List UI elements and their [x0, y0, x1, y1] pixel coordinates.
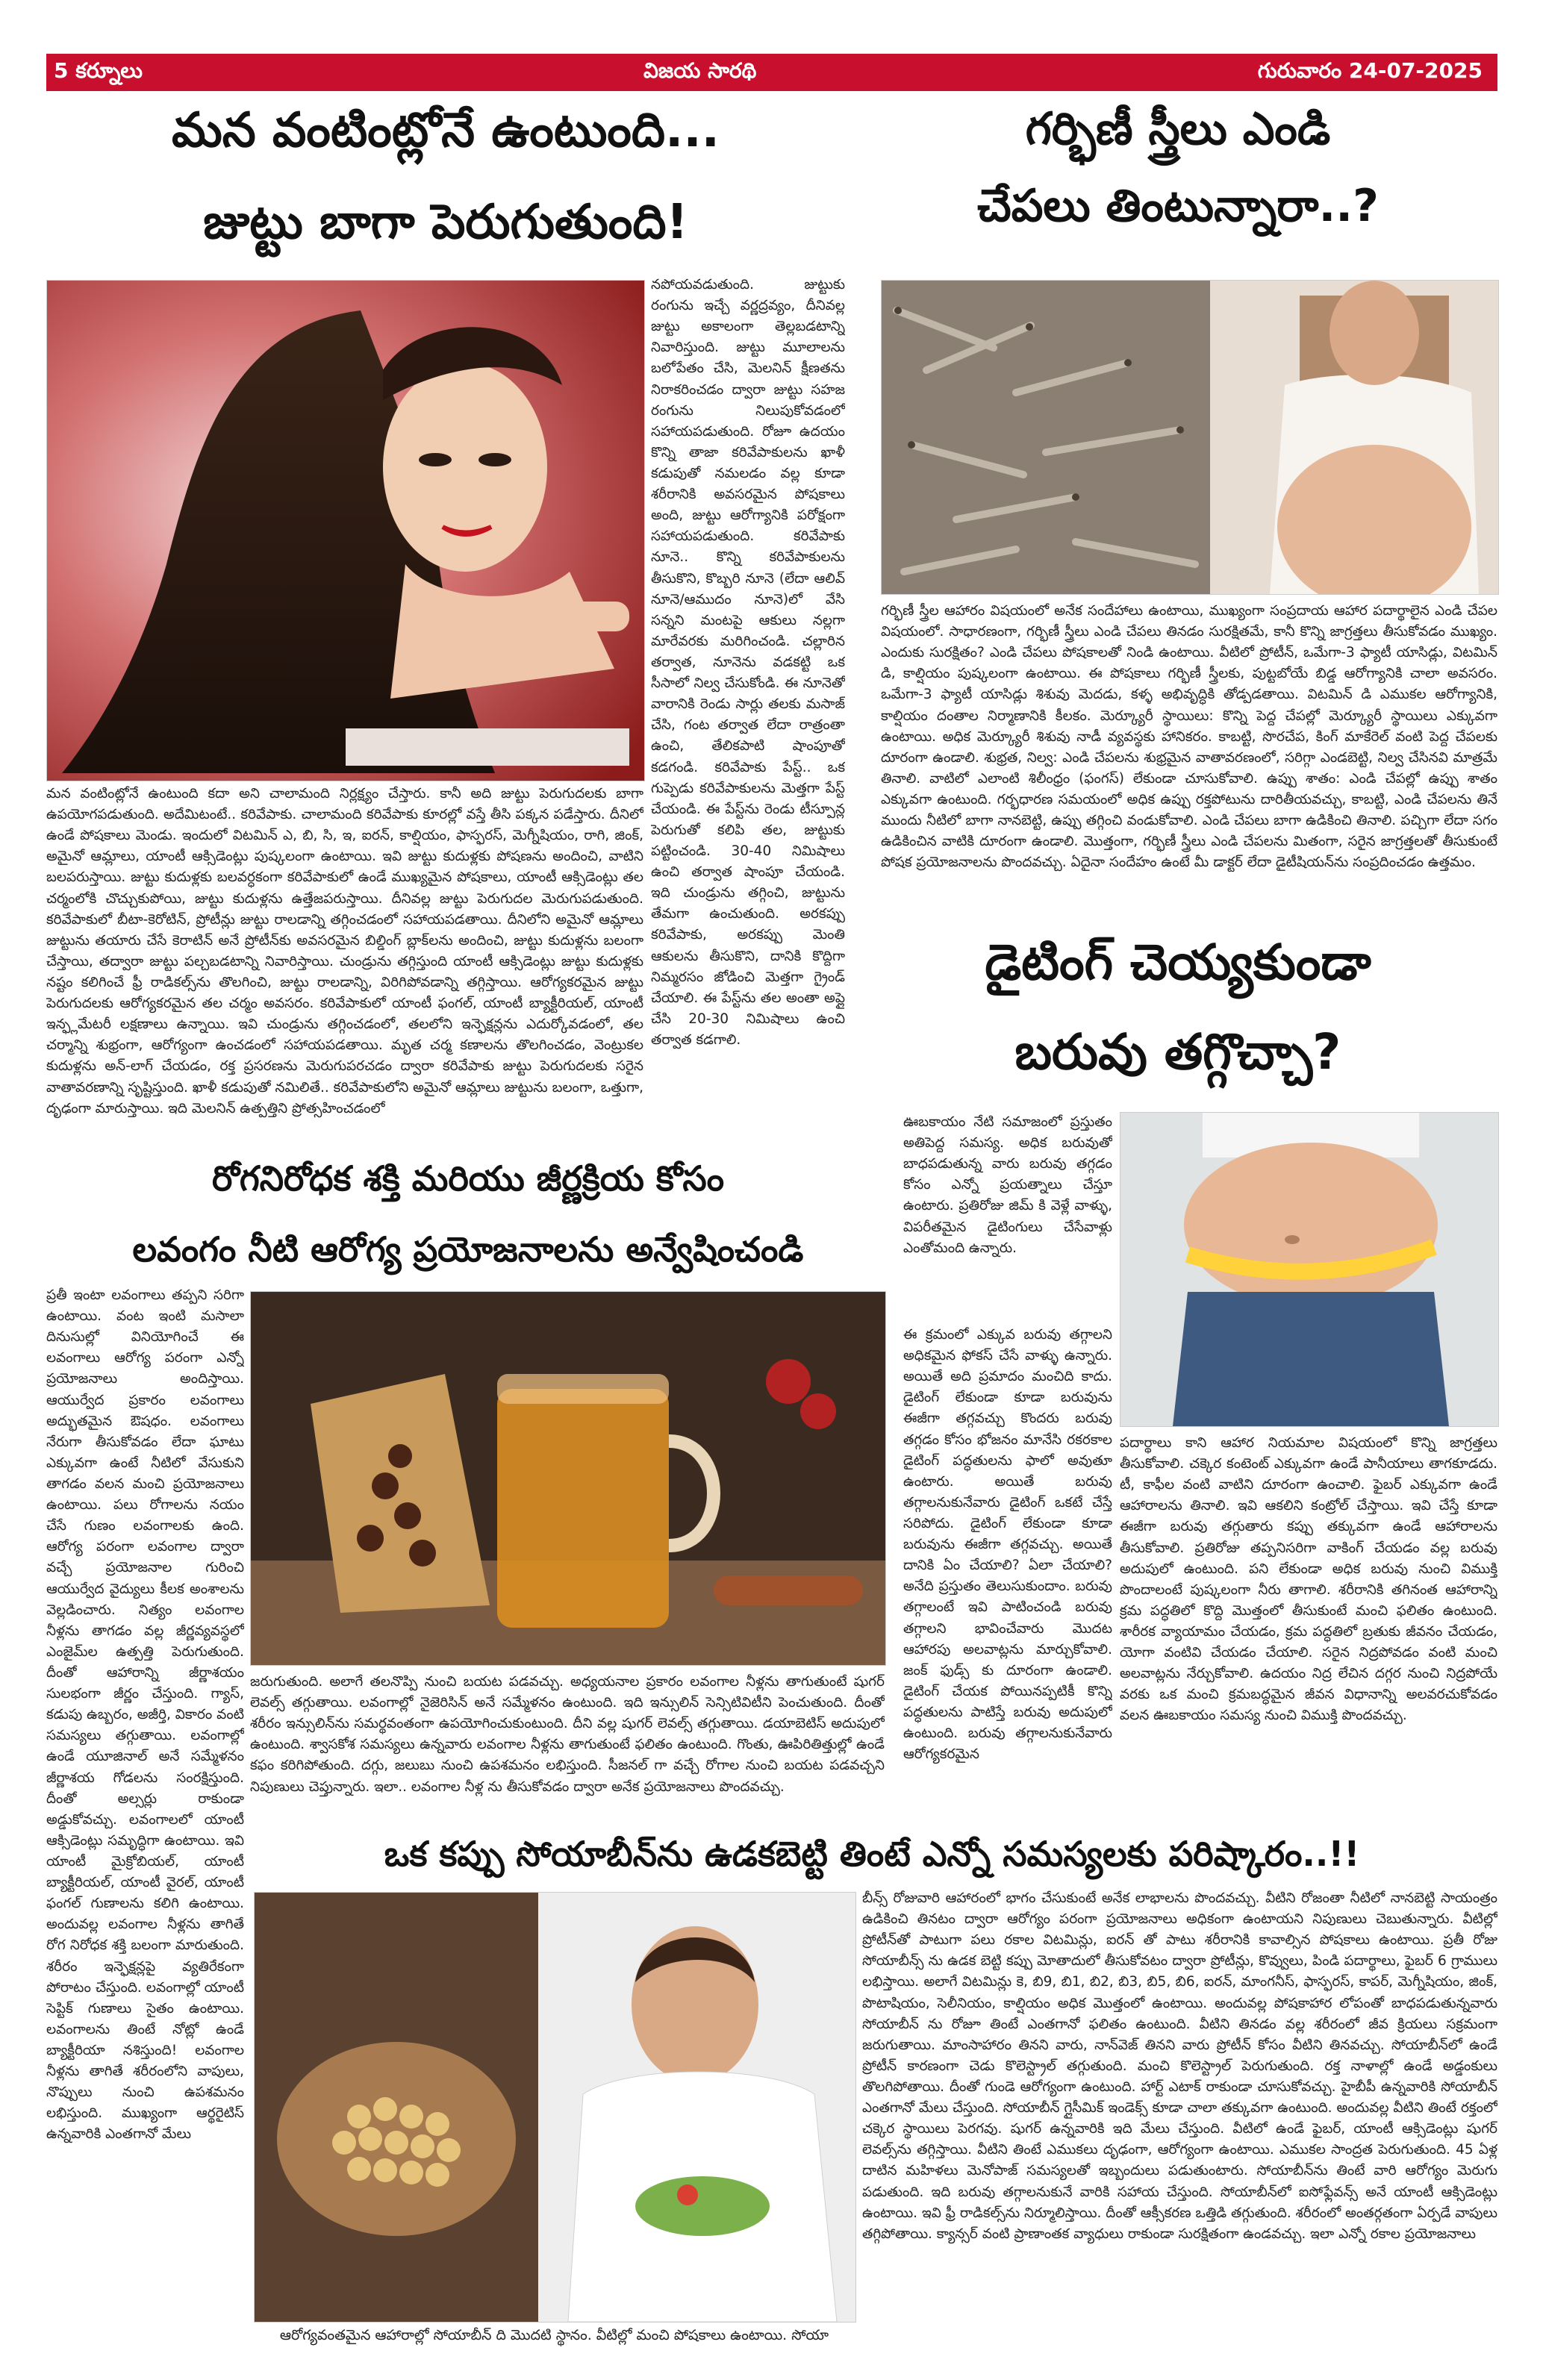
- fish-body-text: గర్భిణీ స్త్రీల ఆహారం విషయంలో అనేక సందేహాలు ఉంటాయి, ముఖ్యంగా సంప్రదాయ ఆహార పదార్థాలైన ఎండి చేపల విషయంలో. సాధారణంగా, గర్భిణీ స్త్రీలు ఎండి చేపలు తినడం సురక్షితమే, కానీ కొన్ని జాగ్రత్తలు తీసుకోవడం ముఖ్యం. ఎందుకు సురక్షితం? ఎండి చేపలు పోషకాలతో నిండి ఉంటాయి. వీటిలో ప్రోటీన్, ఒమేగా-3 ఫ్యాటీ యాసిడ్లు, విటమిన్ డి, కాల్షియం పుష్కలంగా ఉంటాయి. ఈ పోషకాలు గర్భిణీ స్త్రీలకు, పుట్టబోయే బిడ్డ ఆరోగ్యానికి చాలా అవసరం. ఒమేగా-3 ఫ్యాటీ యాసిడ్లు శిశువు మెదడు, కళ్ళ అభివృద్ధికి తోడ్పడతాయి. విటమిన్ డి ఎముకల ఆరోగ్యానికి, కాల్షియం దంతాల నిర్మాణానికి కీలకం. మెర్క్యూరీ స్థాయిలు: కొన్ని పెద్ద చేపల్లో మెర్క్యూరీ స్థాయిలు ఎక్కువగా ఉంటాయి. అధిక మెర్క్యూరీ శిశువు నాడీ వ్యవస్థకు హానికరం. కాబట్టి, సొరచేప, కింగ్ మాకేరెల్ వంటి పెద్ద చేపలకు దూరంగా ఉండాలి. శుభ్రత, నిల్వ: ఎండి చేపలను శుభ్రమైన వాతావరణంలో, సరిగ్గా ఎండబెట్టి, నిల్వ చేసినవి మాత్రమే తినాలి. వాటిలో ఎలాంటి శిలీంధ్రం (ఫంగస్) లేకుండా చూసుకోవాలి. ఉప్పు శాతం: ఎండి చేపల్లో ఉప్పు శాతం ఎక్కువగా ఉంటుంది. గర్భధారణ సమయంలో అధిక ఉప్పు రక్తపోటును దారితీయవచ్చు, కాబట్టి, ఎండి చేపలను తినే ముందు నీటిలో బాగా నానబెట్టి, ఉప్పు తగ్గించి వండుకోవాలి. ఎండి చేపలు బాగా ఉడికించి తినాలి. పచ్చిగా లేదా సగం ఉడికించిన వాటికి దూరంగా ఉండాలి. మొత్తంగా, గర్భిణీ స్త్రీలు ఎండి చేపలను మితంగా, సరైన జాగ్రత్తలతో తీసుకుంటే పోషక ప్రయోజనాలను పొందవచ్చు. ఏదైనా సందేహం ఉంటే మీ డాక్టర్ లేదా డైటీషియన్‌ను సంప్రదించడం ఉత్తమం.: [881, 603, 1497, 871]
- soy-photo-caption: ఆరోగ్యవంతమైన ఆహారాల్లో సోయాబీన్ ది మొదటి స్థానం. వీటిల్లో మంచి పోషకాలు ఉంటాయి. సోయా: [279, 2327, 829, 2343]
- hair-headline-1: మన వంటింట్లోనే ఉంటుంది...: [171, 103, 720, 158]
- fish-headline-1: గర్భిణీ స్త్రీలు ఎండి: [1025, 103, 1331, 155]
- diet-headline-1: డైటింగ్ చెయ్యకుండా: [985, 934, 1371, 991]
- diet-bottom-text: పదార్థాలు కాని ఆహార నియమాల విషయంలో కొన్ని జాగ్రత్తలు తీసుకోవాలి. చక్కెర కంటెంట్ ఎక్కువగా ఉండే పానీయాలు తాగకూడదు. టీ, కాఫీల వంటి వాటిని దూరంగా ఉంచాలి. ఫైబర్ ఎక్కువగా ఉండే ఆహారాలను తినాలి. ఇవి ఆకలిని కంట్రోల్ చేస్తాయి. ఇవి చేస్తే కూడా ఈజీగా బరువు తగ్గుతారు కప్పు తక్కువగా ఉండే ఆహారాలను తీసుకోవాలి. ప్రతిరోజు తప్పనిసరిగా వాకింగ్ చేయడం వల్ల బరువు అదుపులో ఉంటుంది. పని లేకుండా అధిక బరువు నుంచి విముక్తి పొందాలంటే పుష్కలంగా నీరు తాగాలి. శరీరానికి తగినంత ఆహారాన్ని క్రమ పద్ధతిలో కొద్ది మొత్తంలో తీసుకుంటే మంచి ఫలితం ఉంటుంది. శారీరక వ్యాయామం చేయడం, క్రమ పద్ధతిలో బ్రతుకు జీవనం చేయడం, యోగా వంటివి చేయడం చేయాలి. సరైన నిద్రపోవడం వంటి మంచి అలవాట్లను నేర్చుకోవాలి. ఉదయం నిద్ర లేచిన దగ్గర నుంచి నిద్రపోయే వరకు ఒక మంచి క్రమబద్ధమైన జీవన విధానాన్ని అలవరచుకోవడం వలన ఊబకాయం సమస్య నుంచి విముక్తి పొందవచ్చు.: [1120, 1435, 1497, 1724]
- clove-headline-2: లవంగం నీటి ఆరోగ్య ప్రయోజనాలను అన్వేషించండి: [132, 1229, 804, 1269]
- hair-headline-2: జుట్టు బాగా పెరుగుతుంది!: [203, 195, 688, 250]
- diet-photo: [1120, 1112, 1499, 1427]
- soy-photo: [254, 1892, 856, 2323]
- fish-photo: [881, 280, 1499, 595]
- page-number-label: 5 కర్నూలు: [54, 58, 143, 83]
- fish-headline-2: చేపలు తింటున్నారా..?: [977, 180, 1379, 232]
- issue-date: గురువారం 24-07-2025: [1257, 58, 1483, 83]
- diet-headline-2: బరువు తగ్గొచ్చా?: [1014, 1023, 1341, 1081]
- clove-tea-photo: [250, 1291, 886, 1666]
- hair-side-column: నపోయవడుతుంది. జుట్టుకు రంగును ఇచ్చే వర్ణద్రవ్యం, దీనివల్ల జుట్టు అకాలంగా తెల్లబడటాన్ని నివారిస్తుంది. జుట్టు మూలాలను బలోపేతం చేసి, మెలనిన్ క్షీణతను నిరాకరించడం ద్వారా జుట్టు సహజ రంగును నిలుపుకోవడంలో సహాయపడుతుంది. రోజూ ఉదయం కొన్ని తాజా కరివేపాకులను ఖాళీ కడుపుతో నమలడం వల్ల కూడా శరీరానికి అవసరమైన పోషకాలు అంది, జుట్టు ఆరోగ్యానికి పరోక్షంగా సహాయపడుతుంది. కరివేపాకు నూనె.. కొన్ని కరివేపాకులను తీసుకొని, కొబ్బరి నూనె (లేదా ఆలివ్ నూనె/ఆముదం నూనె)లో వేసి సన్నని మంటపై ఆకులు నల్లగా మారేవరకు మరిగించండి. చల్లారిన తర్వాత, నూనెను వడకట్టి ఒక సీసాలో నిల్వ చేసుకోండి. ఈ నూనెతో వారానికి రెండు సార్లు తలకు మసాజ్ చేసి, గంట తర్వాత లేదా రాత్రంతా ఉంచి, తేలికపాటి షాంపూతో కడగండి. కరివేపాకు పేస్ట్.. ఒక గుప్పెడు కరివేపాకులను మెత్తగా పేస్ట్ చేయండి. ఈ పేస్ట్‌ను రెండు టీస్పూన్ల పెరుగుతో కలిపి తల, జుట్టుకు పట్టించండి. 30-40 నిమిషాలు ఉంచి తర్వాత షాంపూ చేయండి. ఇది చుండ్రును తగ్గించి, జుట్టును తేమగా ఉంచుతుంది. అరకప్పు కరివేపాకు, అరకప్పు మెంతి ఆకులను తీసుకొని, దానికి కొద్దిగా నిమ్మరసం జోడించి మెత్తగా గ్రైండ్ చేయాలి. ఈ పేస్ట్‌ను తల అంతా అప్లై చేసి 20-30 నిమిషాలు ఉంచి తర్వాత కడగాలి.: [651, 277, 845, 1048]
- soy-headline: ఒక కప్పు సోయాబీన్‌ను ఉడకబెట్టి తింటే ఎన్నో సమస్యలకు పరిష్కారం..!!: [384, 1834, 1360, 1874]
- clove-bottom-text: జరుగుతుంది. అలాగే తలనొప్పి నుంచి బయట పడవచ్చు. అధ్యయనాల ప్రకారం లవంగాల నీళ్లను తాగుతుంటే షుగర్ లెవల్స్ తగ్గుతాయి. లవంగాల్లో నైజెరిసిన్ అనే సమ్మేళనం ఉంటుంది. ఇది ఇన్సులిన్ సెన్సిటివిటీని పెంచుతుంది. దీంతో శరీరం ఇన్సులిన్‌ను సమర్థవంతంగా ఉపయోగించుకుంటుంది. దీని వల్ల షుగర్ లెవల్స్ తగ్గుతాయి. డయాబెటిస్ అదుపులో ఉంటుంది. శ్వాసకోశ సమస్యలు ఉన్నవారు లవంగాల నీళ్లను తాగుతుంటే ఫలితం ఉంటుంది. గొంతు, ఊపిరితిత్తుల్లో ఉండే కఫం కరిగిపోతుంది. దగ్గు, జలుబు నుంచి ఉపశమనం లభిస్తుంది. సీజనల్ గా వచ్చే రోగాల నుంచి బయట పడవచ్చని నిపుణులు చెప్తున్నారు. ఇలా.. లవంగాల నీళ్ల ను తీసుకోవడం ద్వారా అనేక ప్రయోజనాలు పొందవచ్చు.: [250, 1674, 885, 1795]
- hair-photo: [46, 280, 645, 781]
- paper-name: విజయ సారథి: [643, 58, 757, 83]
- soy-body-text: బీన్స్ రోజువారి ఆహారంలో భాగం చేసుకుంటే అనేక లాభాలను పొందవచ్చు. వీటిని రోజంతా నీటిలో నానబెట్టి సాయంత్రం ఉడికించి తినటం ద్వారా ఆరోగ్యం పరంగా ప్రయోజనాలు అధికంగా ఉంటాయని నిపుణులు చెబుతున్నారు. వీటిల్లో ప్రోటీన్‌తో పాటుగా పలు రకాల విటమిన్లు, ఐరన్ తో పాటు శరీరానికి కావాల్సిన పోషకాలు ఉంటాయి. ప్రతీ రోజు సోయాబీన్స్ ను ఉడక బెట్టి కప్పు మోతాదులో తీసుకోవటం ద్వారా ప్రోటీన్లు, కొవ్వులు, పిండి పదార్థాలు, ఫైబర్ 6 గ్రాములు లభిస్తాయి. అలాగే విటమిన్లు కె, బి9, బి1, బి2, బి3, బి5, బి6, ఐరన్, మాంగనీస్, ఫాస్ఫరస్, కాపర్, మెగ్నీషియం, జింక్, పొటాషియం, సెలీనియం, కాల్షియం అధిక మొత్తంలో ఉంటాయి. అందువల్ల పోషకాహార లోపంతో బాధపడుతున్నవారు సోయాబీన్ ను రోజూ తింటే ఎంతగానో ఫలితం ఉంటుంది. వీటిని తినడం వల్ల శరీరంలో జీవ క్రియలు సక్రమంగా జరుగుతాయి. మాంసాహారం తినని వారు, నాన్‌వెజ్ తినని వారు ప్రోటీన్ కోసం వీటిని తినవచ్చు. సోయాబీన్‌లో ఉండే ప్రోటీన్ కారణంగా చెడు కొలెస్ట్రాల్ తగ్గుతుంది. మంచి కొలెస్ట్రాల్ పెరుగుతుంది. రక్త నాళాల్లో ఉండే అడ్డంకులు తొలగిపోతాయి. దీంతో గుండె ఆరోగ్యంగా ఉంటుంది. హార్ట్ ఎటాక్ రాకుండా చూసుకోవచ్చు. హైబీపీ ఉన్నవారికి సోయాబీన్ ఎంతగానో మేలు చేస్తుంది. సోయాబీన్ గ్లైసీమిక్ ఇండెక్స్ కూడా చాలా తక్కువగా ఉంటుంది. అందువల్ల వీటిని తింటే రక్తంలో చక్కెర స్థాయిలు పెరగవు. షుగర్ ఉన్నవారికి ఇది మేలు చేస్తుంది. వీటిలో ఉండే ఫైబర్, యాంటీ ఆక్సిడెంట్లు షుగర్ లెవల్స్‌ను తగ్గిస్తాయి. వీటిని తింటే ఎముకలు దృఢంగా, ఆరోగ్యంగా ఉంటాయి. ఎముకల సాంద్రత పెరుగుతుంది. 45 ఏళ్ల దాటిన మహిళలు మెనోపాజ్ సమస్యలతో ఇబ్బందులు పడుతుంటారు. సోయాబీన్‌ను తింటే వారి ఆరోగ్యం మెరుగు పడుతుంది. ఇది బరువు తగ్గాలనుకునే వారికి సహాయ చేస్తుంది. సోయాబీన్‌లో ఐసోఫ్లేవన్స్ అనే యాంటీ ఆక్సిడెంట్లు ఉంటాయి. ఇవి ఫ్రీ రాడికల్స్‌ను నిర్మూలిస్తాయి. దీంతో ఆక్సీకరణ ఒత్తిడి తగ్గుతుంది. శరీరంలో అంతర్గతంగా ఏర్పడే వాపులు తగ్గిపోతాయి. క్యాన్సర్ వంటి ప్రాణాంతక వ్యాధులు రాకుండా సురక్షితంగా ఉండవచ్చు. ఇలా ఎన్నో రకాల ప్రయోజనాలు: [862, 1890, 1497, 2242]
- diet-intro-text: ఊబకాయం నేటి సమాజంలో ప్రస్తుతం అతిపెద్ద సమస్య. అధిక బరువుతో బాధపడుతున్న వారు బరువు తగ్గడం కోసం ఎన్నో ప్రయత్నాలు చేస్తూ ఉంటారు. ప్రతిరోజు జిమ్ కి వెళ్లే వాళ్ళు, విపరీతమైన డైటింగులు చేసేవాళ్లు ఎంతోమంది ఉన్నారు.: [903, 1114, 1112, 1256]
- clove-headline-1: రోగనిరోధక శక్తి మరియు జీర్ణక్రియ కోసం: [211, 1158, 725, 1199]
- diet-middle-text: ఈ క్రమంలో ఎక్కువ బరువు తగ్గాలని అధికమైన ఫోకస్ చేసే వాళ్ళు ఉన్నారు. అయితే అది ప్రమాదం మంచిది కాదు. డైటింగ్ లేకుండా కూడా బరువును ఈజీగా తగ్గవచ్చు కొందరు బరువు తగ్గడం కోసం భోజనం మానేసి రకరకాల డైటింగ్ పద్ధతులను ఫాలో అవుతూ ఉంటారు. అయితే బరువు తగ్గాలనుకునేవారు డైటింగ్ ఒకటే చేస్తే సరిపోదు. డైటింగ్ లేకుండా కూడా బరువును ఈజీగా తగ్గవచ్చు. అయితే దానికి ఏం చేయాలి? ఏలా చేయాలి? అనేది ప్రస్తుతం తెలుసుకుందాం. బరువు తగ్గాలంటే ఇవి పాటించండి బరువు తగ్గాలని భావించేవారు మొదట ఆహారపు అలవాట్లను మార్చుకోవాలి. జంక్ ఫుడ్స్ కు దూరంగా ఉండాలి. డైటింగ్ చేయక పోయినప్పటికీ కొన్ని పద్ధతులను పాటిస్తే బరువు అదుపులో ఉంటుంది. బరువు తగ్గాలనుకునేవారు ఆరోగ్యకరమైన: [903, 1327, 1112, 1763]
- masthead-banner: [46, 54, 1497, 91]
- clove-left-column: ప్రతీ ఇంటా లవంగాలు తప్పని సరిగా ఉంటాయి. వంట ఇంటి మసాలా దినుసుల్లో వినియోగించే ఈ లవంగాలు ఆరోగ్య పరంగా ఎన్నో ప్రయోజనాలు అందిస్తాయి. ఆయుర్వేద ప్రకారం లవంగాలు అద్భుతమైన ఔషధం. లవంగాలు నేరుగా తీసుకోవడం లేదా ఘాటు ఎక్కువగా ఉంటే నీటిలో వేసుకుని తాగడం వలన మంచి ప్రయోజనాలు ఉంటాయి. పలు రోగాలను నయం చేసే గుణం లవంగాలకు ఉంది. ఆరోగ్య పరంగా లవంగాల ద్వారా వచ్చే ప్రయోజనాల గురించి ఆయుర్వేద వైద్యులు కీలక అంశాలను వెల్లడించారు. నిత్యం లవంగాల నీళ్లను తాగడం వల్ల జీర్ణవ్యవస్థలో ఎంజైమ్‌ల ఉత్పత్తి పెరుగుతుంది. దీంతో ఆహారాన్ని జీర్ణాశయం సులభంగా జీర్ణం చేస్తుంది. గ్యాస్, కడుపు ఉబ్బరం, అజీర్తి, వికారం వంటి సమస్యలు తగ్గుతాయి. లవంగాల్లో ఉండే యూజినాల్ అనే సమ్మేళనం జీర్ణాశయ గోడలను సంరక్షిస్తుంది. దీంతో అల్సర్లు రాకుండా అడ్డుకోవచ్చు. లవంగాలలో యాంటీ ఆక్సిడెంట్లు సమృద్ధిగా ఉంటాయి. ఇవి యాంటీ మైక్రోబియల్, యాంటీ బ్యాక్టీరియల్, యాంటీ వైరల్, యాంటీ ఫంగల్ గుణాలను కలిగి ఉంటాయి. అందువల్ల లవంగాల నీళ్లను తాగితే రోగ నిరోధక శక్తి బలంగా మారుతుంది. శరీరం ఇన్ఫెక్షన్లపై వ్యతిరేకంగా పోరాటం చేస్తుంది. లవంగాల్లో యాంటీ సెప్టిక్ గుణాలు సైతం ఉంటాయి. లవంగాలను తింటే నోట్లో ఉండే బ్యాక్టీరియా నశిస్తుంది! లవంగాల నీళ్లను తాగితే శరీరంలోని వాపులు, నొప్పులు నుంచి ఉపశమనం లభిస్తుంది. ముఖ్యంగా ఆర్థరైటిస్ ఉన్నవారికి ఎంతగానో మేలు: [46, 1287, 244, 2143]
- hair-body-text: మన వంటింట్లోనే ఉంటుంది కదా అని చాలామంది నిర్లక్ష్యం చేస్తారు. కానీ అది జుట్టు పెరుగుదలకు బాగా ఉపయోగపడుతుంది. అదేమిటంటే.. కరివేపాకు. చాలామంది కరివేపాకు కూరల్లో వస్తే తీసి పక్కన పడేస్తారు. దీనిలో ఉండే పోషకాలు మెండు. ఇందులో విటమిన్ ఎ, బి, సి, ఇ, ఐరన్, కాల్షియం, ఫాస్ఫరస్, మెగ్నీషియం, రాగి, జింక్, అమైనో ఆమ్లాలు, యాంటీ ఆక్సిడెంట్లు పుష్కలంగా ఉంటాయి. ఇవి జుట్టు కుదుళ్లకు పోషణను అందించి, వాటిని బలపరుస్తాయి. జుట్టు కుదుళ్లకు బలవర్ధకంగా కరివేపాకులో ఉండే ముఖ్యమైన పోషకాలు, యాంటీ ఆక్సిడెంట్లు తల చర్మంలోకి చొచ్చుకుపోయి, జుట్టు కుదుళ్లను ఉత్తేజపరుస్తాయి. దీనివల్ల జుట్టు పెరుగుదల మెరుగుపడుతుంది. కరివేపాకులో బీటా-కెరోటిన్, ప్రోటీన్లు జుట్టు రాలడాన్ని తగ్గించడంలో సహాయపడతాయి. దీనిలోని అమైనో ఆమ్లాలు జుట్టును తయారు చేసే కెరాటిన్ అనే ప్రోటీన్‌కు అవసరమైన బిల్డింగ్ బ్లాక్‌లను అందించి, జుట్టు కుదుళ్లను బలంగా చేస్తాయి, తద్వారా జుట్టు పల్చబడటాన్ని నివారిస్తాయి. చుండ్రును తగ్గిస్తుంది యాంటీ ఆక్సిడెంట్లు జుట్టు కుదుళ్లకు నష్టం కలిగించే ఫ్రీ రాడికల్స్‌ను తొలగించి, జుట్టు రాలడాన్ని, విరిగిపోవడాన్ని తగ్గిస్తాయి. ఆరోగ్యకరమైన జుట్టు పెరుగుదలకు ఆరోగ్యకరమైన తల చర్మం అవసరం. కరివేపాకులో యాంటీ ఫంగల్, యాంటీ బ్యాక్టీరియల్, యాంటీ ఇన్ఫ్లమేటరీ లక్షణాలు ఉన్నాయి. ఇవి చుండ్రును తగ్గించడంలో, తలలోని ఇన్ఫెక్షన్లను ఎదుర్కోవడంలో, తల చర్మాన్ని శుభ్రంగా, ఆరోగ్యంగా ఉంచడంలో సహాయపడతాయి. మృత చర్మ కణాలను తొలగించడం, వెంట్రుకల కుదుళ్లను అన్-లాగ్ చేయడం, రక్త ప్రసరణను మెరుగుపరచడం ద్వారా కరివేపాకు జుట్టు పెరుగుదలకు సరైన వాతావరణాన్ని సృష్టిస్తుంది. ఖాళీ కడుపుతో నమిలితే.. కరివేపాకులోని అమైనో ఆమ్లాలు జుట్టును బలంగా, ఒత్తుగా, దృఢంగా మారుస్తాయి. ఇది మెలనిన్ ఉత్పత్తిని ప్రోత్సహించడంలో: [46, 786, 643, 1116]
